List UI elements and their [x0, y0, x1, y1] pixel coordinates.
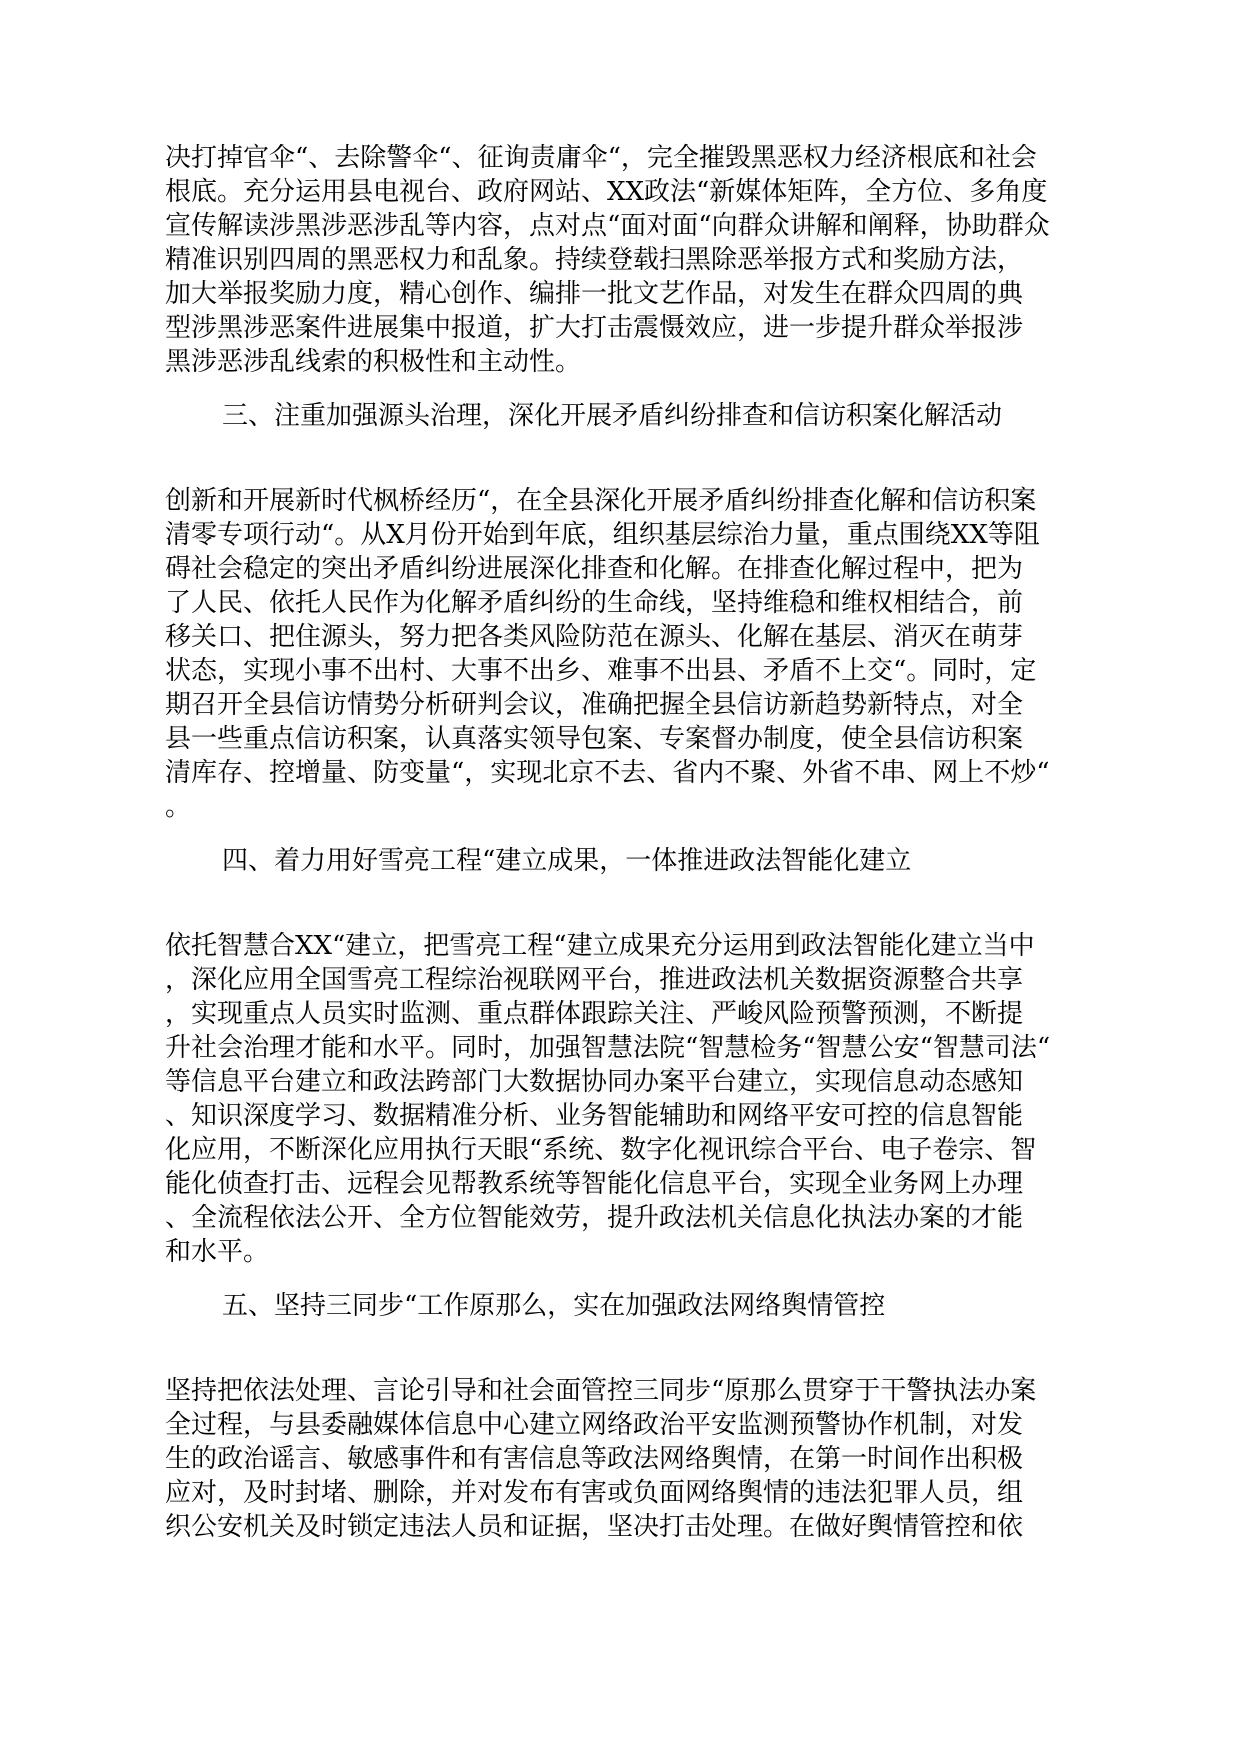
- paragraph-line: 能化侦查打击、远程会见帮教系统等智能化信息平台，实现全业务网上办理: [165, 1169, 1024, 1199]
- paragraph-line: 依托智慧合XX“建立，把雪亮工程“建立成果充分运用到政法智能化建立当中: [165, 931, 1035, 961]
- paragraph-line: 县一些重点信访积案，认真落实领导包案、专案督办制度，使全县信访积案: [165, 724, 1024, 754]
- paragraph-section-5: [165, 1374, 1105, 1544]
- paragraph-line: 碍社会稳定的突出矛盾纠纷进展深化排查和化解。在排查化解过程中，把为: [165, 554, 1024, 584]
- section-heading-3: 三、注重加强源头治理，深化开展矛盾纠纷排查和信访积案化解活动: [222, 401, 1003, 431]
- paragraph-line: 决打掉官伞“、去除警伞“、征询责庸伞“，完全摧毁黑恶权力经济根底和社会: [165, 143, 1037, 173]
- paragraph-line: ，深化应用全国雪亮工程综治视联网平台，推进政法机关数据资源整合共享: [165, 965, 1024, 995]
- paragraph-line: 精准识别四周的黑恶权力和乱象。持续登载扫黑除恶举报方式和奖励方法，: [165, 245, 1024, 275]
- paragraph-intro: [165, 141, 1105, 379]
- paragraph-line: 和水平。: [165, 1237, 270, 1267]
- paragraph-line: 生的政治谣言、敏感事件和有害信息等政法网络舆情，在第一时间作出积极: [165, 1444, 1024, 1474]
- paragraph-line: 清库存、控增量、防变量“，实现北京不去、省内不聚、外省不串、网上不炒“: [165, 758, 1050, 788]
- paragraph-line: 状态，实现小事不出村、大事不出乡、难事不出县、矛盾不上交“。同时，定: [165, 656, 1037, 686]
- paragraph-line: 化应用，不断深化应用执行天眼“系统、数字化视讯综合平台、电子卷宗、智: [165, 1135, 1037, 1165]
- paragraph-line: 了人民、依托人民作为化解矛盾纠纷的生命线，坚持维稳和维权相结合，前: [165, 588, 1024, 618]
- section-heading-5: 五、坚持三同步“工作原那么，实在加强政法网络舆情管控: [222, 1291, 886, 1321]
- paragraph-section-3: [165, 484, 1105, 824]
- section-heading-4: 四、着力用好雪亮工程“建立成果，一体推进政法智能化建立: [222, 846, 912, 876]
- paragraph-line: 升社会治理才能和水平。同时，加强智慧法院“智慧检务“智慧公安“智慧司法“: [165, 1033, 1051, 1063]
- paragraph-line: 应对，及时封堵、删除，并对发布有害或负面网络舆情的违法犯罪人员，组: [165, 1478, 1024, 1508]
- paragraph-line: 型涉黑涉恶案件进展集中报道，扩大打击震慑效应，进一步提升群众举报涉: [165, 313, 1024, 343]
- paragraph-line: 黑涉恶涉乱线索的积极性和主动性。: [165, 347, 582, 377]
- paragraph-line: 期召开全县信访情势分析研判会议，准确把握全县信访新趋势新特点，对全: [165, 690, 1024, 720]
- paragraph-line: 坚持把依法处理、言论引导和社会面管控三同步“原那么贯穿于干警执法办案: [165, 1376, 1037, 1406]
- paragraph-line: 清零专项行动“。从X月份开始到年底，组织基层综治力量，重点围绕XX等阻: [165, 520, 1040, 550]
- paragraph-line: 等信息平台建立和政法跨部门大数据协同办案平台建立，实现信息动态感知: [165, 1067, 1024, 1097]
- paragraph-section-4: [165, 929, 1105, 1269]
- paragraph-line: 。: [165, 792, 192, 822]
- paragraph-line: 根底。充分运用县电视台、政府网站、XX政法“新媒体矩阵，全方位、多角度: [165, 177, 1048, 207]
- paragraph-line: 加大举报奖励力度，精心创作、编排一批文艺作品，对发生在群众四周的典: [165, 279, 1024, 309]
- paragraph-line: ，实现重点人员实时监测、重点群体跟踪关注、严峻风险预警预测，不断提: [165, 999, 1024, 1029]
- paragraph-line: 创新和开展新时代枫桥经历“，在全县深化开展矛盾纠纷排查化解和信访积案: [165, 486, 1037, 516]
- paragraph-line: 织公安机关及时锁定违法人员和证据，坚决打击处理。在做好舆情管控和依: [165, 1512, 1024, 1542]
- paragraph-line: 移关口、把住源头，努力把各类风险防范在源头、化解在基层、消灭在萌芽: [165, 622, 1024, 652]
- paragraph-line: 宣传解读涉黑涉恶涉乱等内容，点对点“面对面“向群众讲解和阐释，协助群众: [165, 211, 1050, 241]
- paragraph-line: 、知识深度学习、数据精准分析、业务智能辅助和网络平安可控的信息智能: [165, 1101, 1024, 1131]
- paragraph-line: 、全流程依法公开、全方位智能效劳，提升政法机关信息化执法办案的才能: [165, 1203, 1024, 1233]
- paragraph-line: 全过程，与县委融媒体信息中心建立网络政治平安监测预警协作机制，对发: [165, 1410, 1024, 1440]
